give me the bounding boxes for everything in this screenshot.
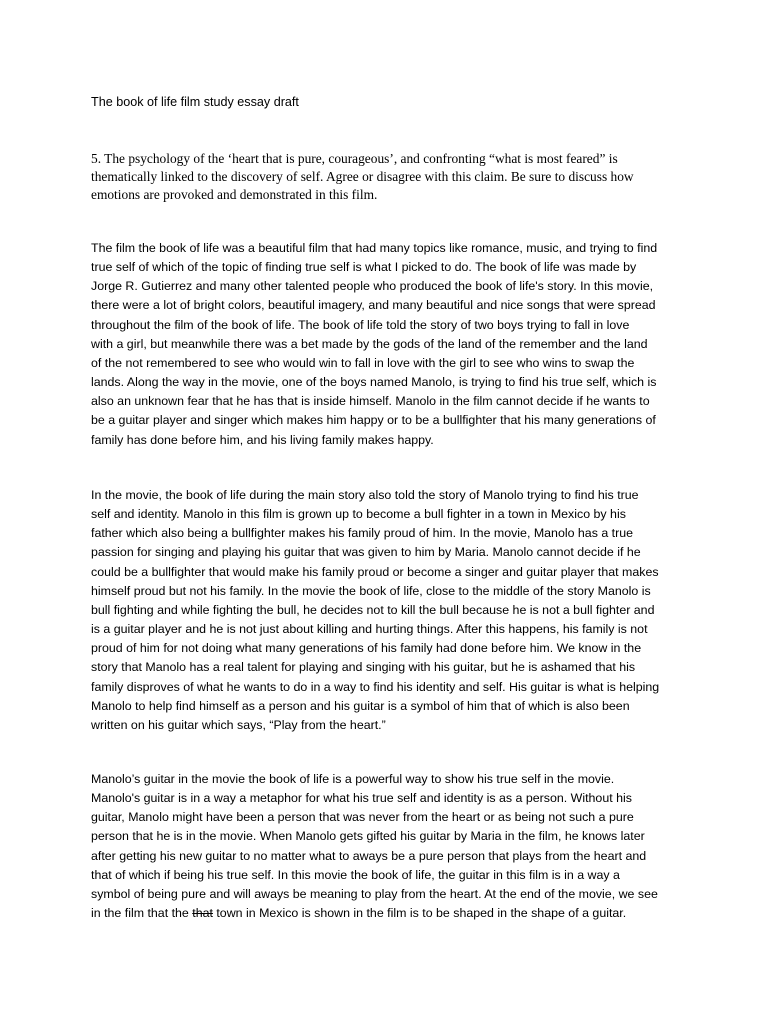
- paragraph-2: [91, 486, 683, 735]
- essay-prompt: 5. The psychology of the ‘heart that is pure, courageous’, and confronting “what is most feared” is thematically linked to the discovery of self. Agree or disagree with this claim. Be sure to discuss how emotions are provoked and demonstrated in this film.: [91, 151, 634, 202]
- paragraph-last-line: [91, 904, 683, 923]
- paragraph-line: symbol of being pure and will aways be meaning to play from the heart. At the end of the movie, we see: [91, 886, 658, 901]
- last-line-start: in the film that the: [91, 906, 193, 921]
- paragraph-line: bull fighting and while fighting the bull, he decides not to kill the bull because he is not a bull fighter and: [91, 602, 655, 617]
- struck-word: that: [192, 906, 213, 921]
- paragraph-line: true self of which of the topic of finding true self is what I picked to do. The book of life was made by: [91, 260, 637, 275]
- paragraph-line: of the not remembered to see who would win to fall in love with the girl to see who wins to swap the: [91, 355, 635, 370]
- paragraph-line: with a girl, but meanwhile there was a bet made by the gods of the land of the remember and the land: [91, 336, 648, 351]
- paragraph-line: be a guitar player and singer which makes him happy or to be a bullfighter that his many generations of: [91, 413, 656, 428]
- paragraph-line: after getting his new guitar to no matter what to aways be a pure person that plays from the heart and: [91, 848, 647, 863]
- paragraph-line: father which also being a bullfighter makes his family proud of him. In the movie, Manolo has a true: [91, 526, 634, 541]
- paragraph-line: Manolo to help find himself as a person and his guitar is a symbol of him that of which is also been: [91, 698, 630, 713]
- paragraph-line: self and identity. Manolo in this film is grown up to become a bull fighter in a town in Mexico by his: [91, 507, 626, 522]
- paragraph-line: person that he is in the movie. When Manolo gets gifted his guitar by Maria in the film, he knows later: [91, 829, 645, 844]
- paragraph-line: Manolo's guitar is in a way a metaphor for what his true self and identity is as a person. Without his: [91, 791, 632, 806]
- last-line-end: town in Mexico is shown in the film is to be shaped in the shape of a guitar.: [212, 906, 627, 921]
- paragraph-line: guitar, Manolo might have been a person that was never from the heart or as being not such a pure: [91, 810, 634, 825]
- paragraph-line: Jorge R. Gutierrez and many other talented people who produced the book of life's story. In this movie,: [91, 279, 654, 294]
- paragraph-line: there were a lot of bright colors, beautiful imagery, and many beautiful and nice songs that were spread: [91, 298, 656, 313]
- paragraph-line: also an unknown fear that he has that is inside himself. Manolo in the film cannot decide if he wants to: [91, 394, 650, 409]
- document-title: The book of life film study essay draft: [91, 95, 299, 109]
- paragraph-line: family has done before him, and his living family makes happy.: [91, 432, 434, 447]
- paragraph-1: [91, 239, 683, 450]
- paragraph-line: family disproves of what he wants to do in a way to find his identity and self. His guitar is what is helping: [91, 679, 660, 694]
- paragraph-line: Manolo’s guitar in the movie the book of life is a powerful way to show his true self in the movie.: [91, 772, 615, 786]
- paragraph-line: himself proud but not his family. In the movie the book of life, close to the middle of the story Manolo is: [91, 583, 651, 598]
- paragraph-line: could be a bullfighter that would make his family proud or become a singer and guitar player that makes: [91, 564, 659, 579]
- paragraph-line: written on his guitar which says, “Play from the heart.”: [91, 717, 386, 732]
- paragraph-line: is a guitar player and he is not just about killing and hurting things. After this happens, his family is not: [91, 622, 648, 637]
- paragraph-line: In the movie, the book of life during the main story also told the story of Manolo trying to find his true: [91, 488, 639, 502]
- paragraph-line: lands. Along the way in the movie, one of the boys named Manolo, is trying to find his true self, which is: [91, 375, 657, 390]
- paragraph-line: proud of him for not doing what many generations of his family had done before him. We know in the: [91, 641, 642, 656]
- paragraph-line: that of which if being his true self. In this movie the book of life, the guitar in this film is in a way a: [91, 867, 620, 882]
- paragraph-line: throughout the film of the book of life. The book of life told the story of two boys trying to fall in love: [91, 317, 630, 332]
- paragraph-line: passion for singing and playing his guitar that was given to him by Maria. Manolo cannot decide if he: [91, 545, 641, 560]
- paragraph-line: story that Manolo has a real talent for playing and singing with his guitar, but he is ashamed that his: [91, 660, 636, 675]
- paragraph-line: The film the book of life was a beautiful film that had many topics like romance, music, and trying to find: [91, 241, 658, 255]
- paragraph-3: [91, 770, 683, 923]
